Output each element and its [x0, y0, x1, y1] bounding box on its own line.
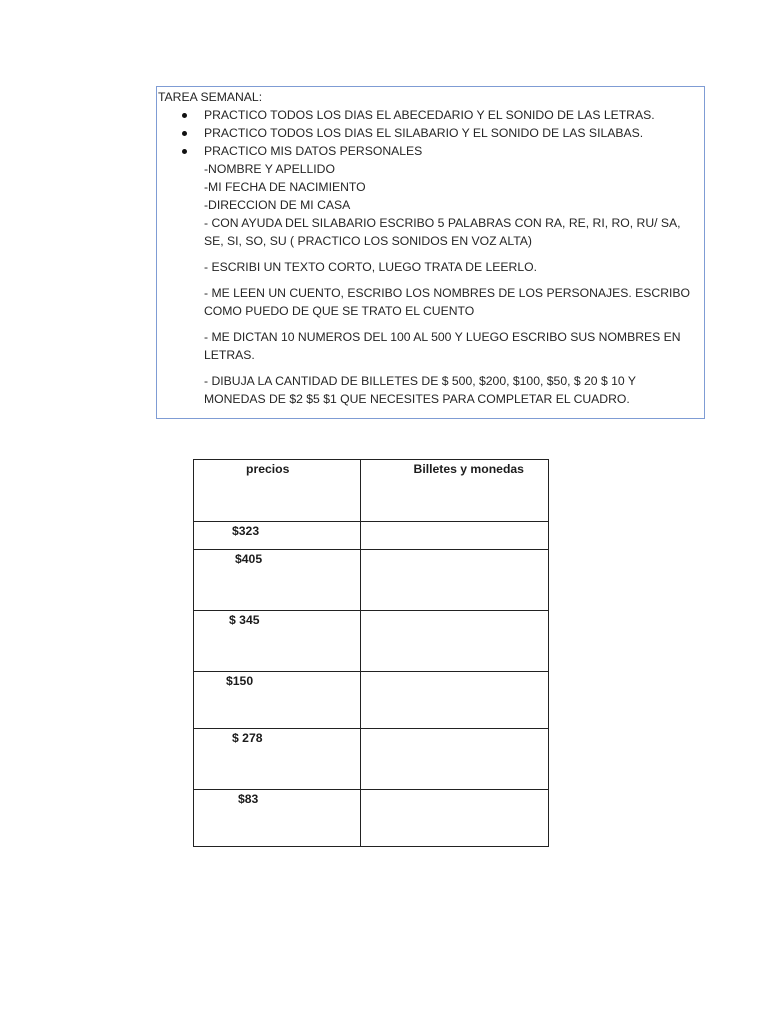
price-cell: $150 [194, 672, 361, 729]
task-sub-item: - ME LEEN UN CUENTO, ESCRIBO LOS NOMBRES DE LOS PERSONAJES. ESCRIBO COMO PUEDO DE QUE SE TRATO EL CUENTO [204, 286, 691, 318]
task-title: TAREA SEMANAL: [158, 90, 263, 104]
money-cell[interactable] [360, 672, 548, 729]
table-row [194, 550, 549, 611]
price-cell: $ 345 [194, 611, 361, 672]
price-cell: $ 278 [194, 729, 361, 790]
task-sub-item: - CON AYUDA DEL SILABARIO ESCRIBO 5 PALABRAS CON RA, RE, RI, RO, RU/ SA, SE, SI, SO, SU ( PRACTICO LOS SONIDOS EN VOZ ALTA) [204, 216, 681, 248]
bullet-icon [182, 149, 187, 154]
task-sub-item: - ESCRIBI UN TEXTO CORTO, LUEGO TRATA DE LEERLO. [204, 260, 537, 274]
weekly-task-box [156, 86, 705, 419]
bullet-icon [182, 131, 187, 136]
task-bullet-text: PRACTICO MIS DATOS PERSONALES [204, 144, 423, 158]
bullet-icon [182, 113, 187, 118]
money-cell[interactable] [360, 550, 548, 611]
task-sub-item: -DIRECCION DE MI CASA [204, 198, 351, 212]
task-bullet-list [158, 106, 698, 160]
money-cell[interactable] [360, 729, 548, 790]
price-cell: $83 [194, 790, 361, 847]
task-bullet-item [158, 124, 698, 142]
task-bullet-item [158, 142, 698, 160]
table-row [194, 522, 549, 550]
task-bullet-item [158, 106, 698, 124]
header-prices: precios [194, 460, 361, 522]
header-billetes: Billetes y monedas [360, 460, 548, 522]
table-row [194, 790, 549, 847]
price-cell: $323 [194, 522, 361, 550]
task-sub-item: -MI FECHA DE NACIMIENTO [204, 180, 366, 194]
prices-table [193, 459, 549, 847]
table-row [194, 611, 549, 672]
task-bullet-text: PRACTICO TODOS LOS DIAS EL ABECEDARIO Y EL SONIDO DE LAS LETRAS. [204, 108, 655, 122]
task-sub-item: -NOMBRE Y APELLIDO [204, 162, 335, 176]
task-sub-item: - DIBUJA LA CANTIDAD DE BILLETES DE $ 500, $200, $100, $50, $ 20 $ 10 Y MONEDAS DE $2 $5 $1 QUE NECESITES PARA COMPLETAR EL CUADRO. [204, 374, 636, 406]
money-cell[interactable] [360, 611, 548, 672]
task-bullet-text: PRACTICO TODOS LOS DIAS EL SILABARIO Y EL SONIDO DE LAS SILABAS. [204, 126, 644, 140]
table-row [194, 672, 549, 729]
money-cell[interactable] [360, 522, 548, 550]
price-cell: $405 [194, 550, 361, 611]
table-row [194, 729, 549, 790]
table-header-row [194, 460, 549, 522]
task-sub-item: - ME DICTAN 10 NUMEROS DEL 100 AL 500 Y LUEGO ESCRIBO SUS NOMBRES EN LETRAS. [204, 330, 681, 362]
money-cell[interactable] [360, 790, 548, 847]
